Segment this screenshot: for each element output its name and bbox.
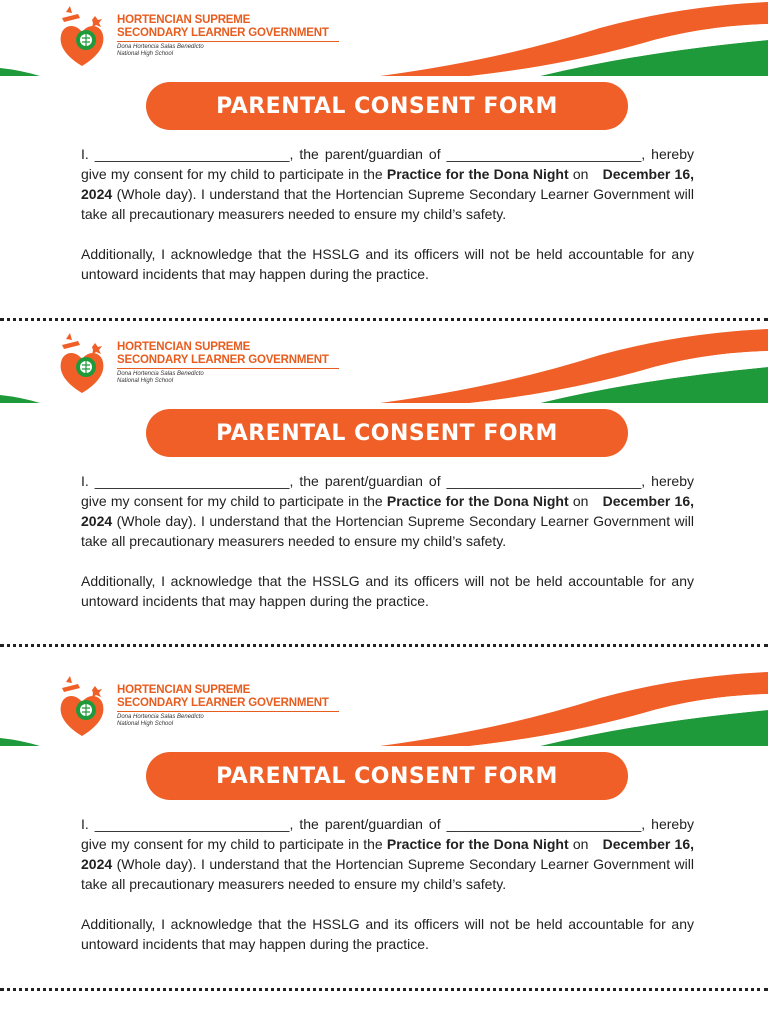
text-on: on [568, 836, 593, 852]
event-name: Practice for the Dona Night [386, 836, 569, 852]
text-mid: , the parent/guardian of [289, 146, 447, 162]
school-name [117, 714, 357, 728]
org-name-line1: HORTENCIAN SUPREME [117, 341, 251, 353]
org-name-line2: SECONDARY LEARNER GOVERNMENT [117, 27, 339, 42]
organization-name [117, 341, 357, 385]
header-banner-graphic [0, 670, 768, 748]
form-title-banner [146, 82, 628, 130]
text-rest: (Whole day). I understand that the Hortencian Supreme Secondary Learner Government will take all precautionary measurers needed to ensure my child’s safety. [81, 186, 694, 222]
text-prefix: I. [81, 473, 95, 489]
form-title-banner [146, 752, 628, 800]
parent-name-blank[interactable]: _________________________ [94, 816, 290, 832]
school-name [117, 371, 357, 385]
text-suffix: , [641, 146, 646, 162]
school-name [117, 44, 357, 58]
org-name-line1: HORTENCIAN SUPREME [117, 14, 251, 26]
consent-text [81, 814, 694, 954]
consent-text [81, 471, 694, 611]
parent-name-blank[interactable]: _________________________ [94, 473, 290, 489]
form-title: PARENTAL CONSENT FORM [216, 93, 558, 119]
text-suffix: , [641, 816, 646, 832]
hsslg-logo [56, 4, 108, 70]
hsslg-logo [56, 331, 108, 397]
school-name-line1: Dona Hortencia Salas Benedicto [117, 714, 204, 720]
text-on: on [568, 493, 593, 509]
child-name-blank[interactable]: _________________________ [446, 816, 642, 832]
text-rest: (Whole day). I understand that the Hortencian Supreme Secondary Learner Government will take all precautionary measurers needed to ensure my child’s safety. [81, 513, 694, 549]
cut-line [0, 988, 768, 991]
text-on: on [568, 166, 593, 182]
consent-text [81, 144, 694, 284]
text-rest: (Whole day). I understand that the Hortencian Supreme Secondary Learner Government will take all precautionary measurers needed to ensure my child’s safety. [81, 856, 694, 892]
text-suffix: , [641, 473, 646, 489]
event-date: December 16, 2024 [81, 166, 695, 202]
consent-paragraph-2: Additionally, I acknowledge that the HSSLG and its officers will not be held accountable for any untoward incidents that may happen during the practice. [81, 916, 694, 952]
parent-name-blank[interactable]: _________________________ [94, 146, 290, 162]
child-name-blank[interactable]: _________________________ [446, 146, 642, 162]
text-mid: , the parent/guardian of [289, 473, 447, 489]
header-banner-graphic [0, 327, 768, 405]
cut-line [0, 644, 768, 647]
event-date: December 16, 2024 [81, 836, 695, 872]
text-prefix: I. [81, 146, 95, 162]
organization-name [117, 684, 357, 728]
hsslg-logo [56, 674, 108, 740]
header-banner-graphic [0, 0, 768, 78]
school-name-line2: National High School [117, 378, 174, 384]
event-name: Practice for the Dona Night [386, 166, 569, 182]
cut-line [0, 318, 768, 321]
event-date: December 16, 2024 [81, 493, 695, 529]
child-name-blank[interactable]: _________________________ [446, 473, 642, 489]
consent-paragraph-1 [81, 814, 694, 894]
school-name-line2: National High School [117, 721, 174, 727]
event-name: Practice for the Dona Night [386, 493, 569, 509]
org-name-line1: HORTENCIAN SUPREME [117, 684, 251, 696]
form-title: PARENTAL CONSENT FORM [216, 420, 558, 446]
form-title-banner [146, 409, 628, 457]
org-name-line2: SECONDARY LEARNER GOVERNMENT [117, 354, 339, 369]
consent-text-span: hereby give my consent for my child to participate in the [81, 146, 694, 182]
consent-text-span: hereby give my consent for my child to participate in the [81, 816, 694, 852]
school-name-line2: National High School [117, 51, 174, 57]
organization-name [117, 14, 357, 58]
consent-paragraph-2: Additionally, I acknowledge that the HSSLG and its officers will not be held accountable for any untoward incidents that may happen during the practice. [81, 573, 694, 609]
org-name-line2: SECONDARY LEARNER GOVERNMENT [117, 697, 339, 712]
consent-paragraph-2: Additionally, I acknowledge that the HSSLG and its officers will not be held accountable for any untoward incidents that may happen during the practice. [81, 246, 694, 282]
text-prefix: I. [81, 816, 95, 832]
consent-paragraph-1 [81, 144, 694, 224]
consent-paragraph-1 [81, 471, 694, 551]
consent-text-span: hereby give my consent for my child to participate in the [81, 473, 694, 509]
text-mid: , the parent/guardian of [289, 816, 447, 832]
form-title: PARENTAL CONSENT FORM [216, 763, 558, 789]
school-name-line1: Dona Hortencia Salas Benedicto [117, 371, 204, 377]
school-name-line1: Dona Hortencia Salas Benedicto [117, 44, 204, 50]
